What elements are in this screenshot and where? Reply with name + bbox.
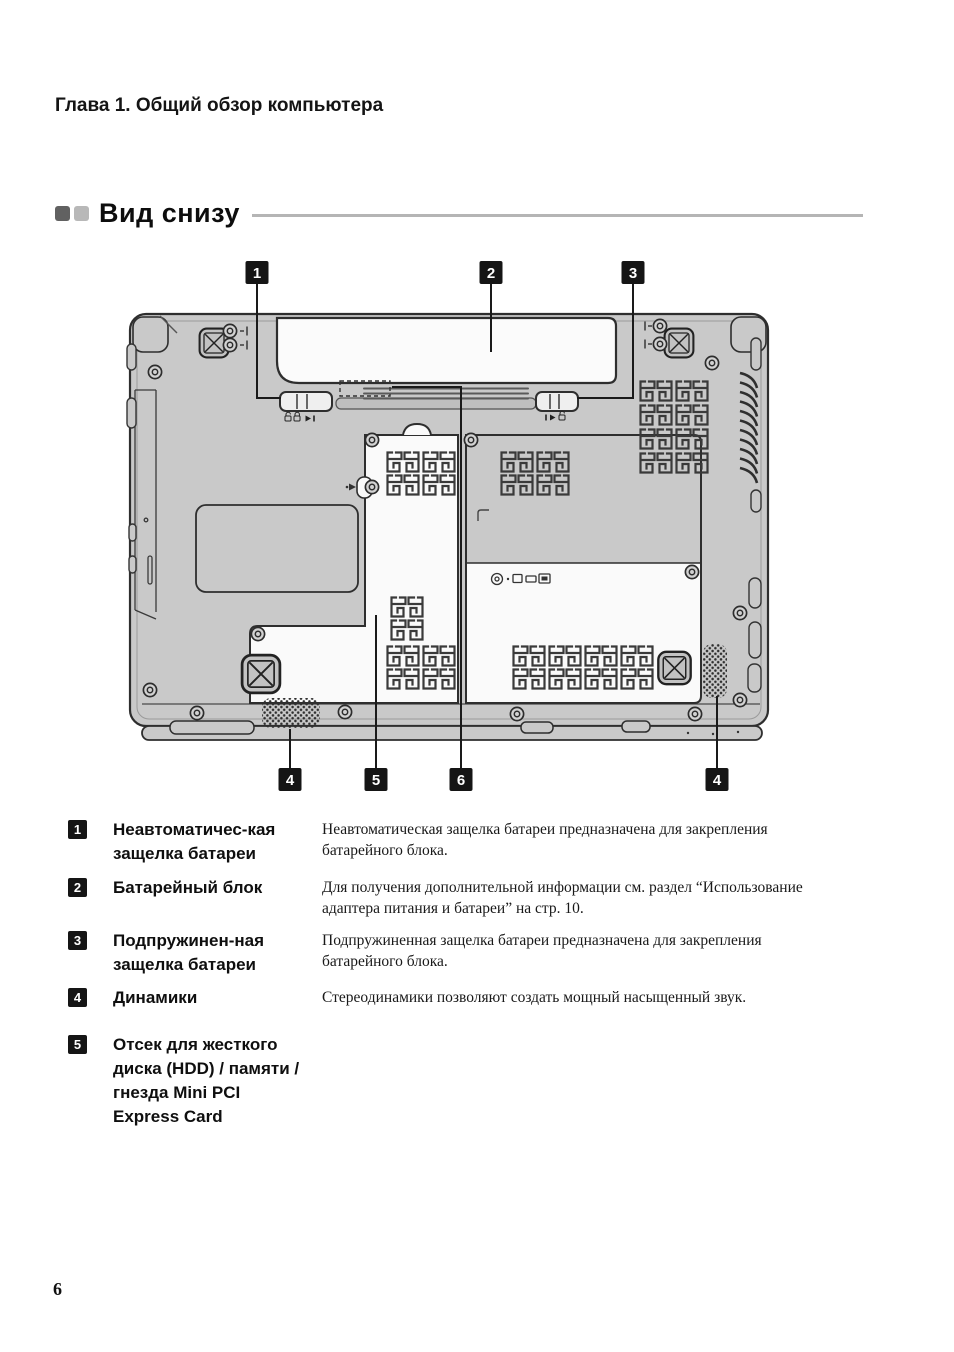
legend-desc-4: Стереодинамики позволяют создать мощный насыщенный звук. xyxy=(322,989,747,1006)
legend-badge-4: 4 xyxy=(68,988,87,1007)
legend-badge-5: 5 xyxy=(68,1035,87,1054)
callout-1: 1 xyxy=(252,265,262,282)
legend-label-3: Подпружинен-ная защелка батареи xyxy=(113,931,265,974)
legend-row-1 xyxy=(55,818,900,874)
legend-row-5 xyxy=(55,1033,900,1133)
rubber-foot xyxy=(170,721,254,734)
section-title: Вид снизу xyxy=(99,197,240,228)
legend-badge-3: 3 xyxy=(68,931,87,950)
page-number: 6 xyxy=(53,1279,62,1299)
callout-6: 6 xyxy=(456,772,466,789)
legend-label-4: Динамики xyxy=(113,988,198,1007)
legend-row-4 xyxy=(55,986,900,1030)
legend-row-3 xyxy=(55,929,900,983)
speaker-grille-right xyxy=(703,644,727,698)
legend-desc-1: Неавтоматическая защелка батареи предназначена для закрепления батарейного блока. xyxy=(322,821,768,859)
rubber-foot xyxy=(521,722,553,733)
callout-5: 5 xyxy=(371,772,381,789)
hinge-left xyxy=(133,317,168,352)
lower-left-compartment xyxy=(196,505,358,592)
legend-row-2 xyxy=(55,876,900,928)
legend-badge-1: 1 xyxy=(68,820,87,839)
rubber-foot xyxy=(622,721,650,732)
chapter-header: Глава 1. Общий обзор компьютера xyxy=(55,95,384,116)
callout-4-right: 4 xyxy=(712,772,722,789)
legend-desc-2: Для получения дополнительной информации см. раздел “Использование адаптера питания и батареи” на стр. 10. xyxy=(322,879,803,917)
legend-label-5: Отсек для жесткого диска (HDD) / памяти / гнезда Mini PCI Express Card xyxy=(113,1035,300,1126)
callout-3: 3 xyxy=(628,265,638,282)
legend-label-2: Батарейный блок xyxy=(113,878,263,897)
legend-desc-3: Подпружиненная защелка батареи предназначена для закрепления батарейного блока. xyxy=(322,932,762,970)
speaker-grille-left xyxy=(262,698,320,728)
legend-badge-2: 2 xyxy=(68,878,87,897)
callout-2: 2 xyxy=(486,265,496,282)
legend-label-1: Неавтоматичес-кая защелка батареи xyxy=(113,820,276,863)
callout-4-left: 4 xyxy=(285,772,295,789)
battery-pack xyxy=(277,318,616,383)
